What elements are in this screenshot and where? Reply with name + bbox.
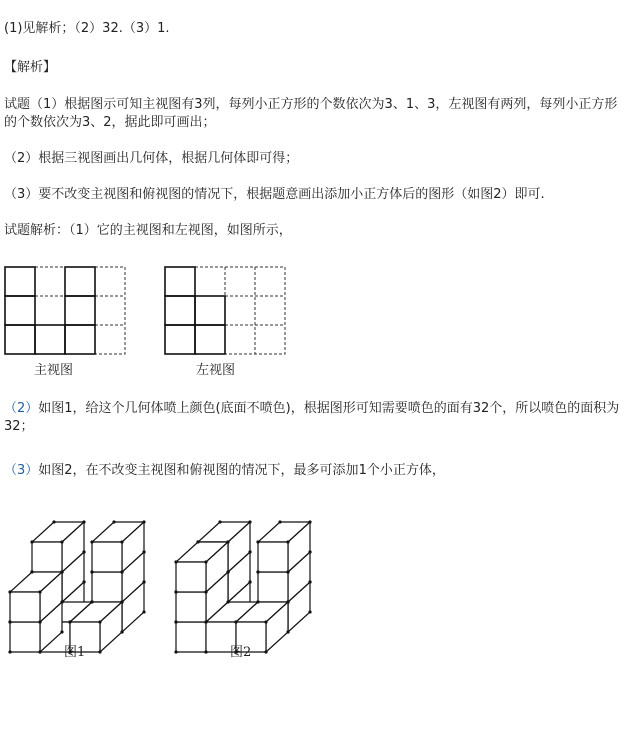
part2-number: （2） — [4, 401, 39, 416]
cube-vertex — [226, 570, 229, 573]
cube-vertex — [8, 650, 11, 653]
cube-vertex — [98, 650, 101, 653]
front-view-caption: 主视图 — [34, 363, 74, 378]
cube-vertex — [256, 570, 259, 573]
cube-vertex — [30, 570, 33, 573]
cube-vertex — [142, 550, 145, 553]
cube-vertex — [226, 540, 229, 543]
cube-vertex — [90, 600, 93, 603]
answer-line: (1)见解析；（2）32.（3）1. — [4, 21, 170, 36]
cube-vertex — [60, 540, 63, 543]
part2-faces-value: 32 — [472, 401, 490, 416]
cube-vertex — [308, 580, 311, 583]
cube-front-face — [92, 572, 122, 602]
cube-vertex — [112, 520, 115, 523]
cube-vertex — [204, 650, 207, 653]
cube-vertex — [142, 580, 145, 583]
figure1-caption: 图1 — [64, 645, 86, 660]
cube-front-face — [258, 542, 288, 572]
analysis-paragraph-2: （2）根据三视图画出几何体，根据几何体即可得； — [4, 151, 299, 166]
cube-front-face — [176, 622, 206, 652]
part2-area-value: 32 — [4, 419, 21, 434]
solution-intro: 试题解析：（1）它的主视图和左视图，如图所示， — [4, 223, 292, 238]
cube-vertex — [286, 540, 289, 543]
cube-vertex — [142, 610, 145, 613]
cube-vertex — [60, 600, 63, 603]
cube-vertex — [248, 520, 251, 523]
cube-vertex — [8, 590, 11, 593]
cube-vertex — [308, 520, 311, 523]
part3-number: （3） — [4, 463, 39, 478]
analysis-paragraph-3: （3）要不改变主视图和俯视图的情况下，根据题意画出添加小正方体后的图形（如图2）即可. — [4, 187, 545, 202]
cube-vertex — [278, 520, 281, 523]
cube-vertex — [120, 630, 123, 633]
cube-vertex — [196, 540, 199, 543]
cube-vertex — [174, 650, 177, 653]
cube-vertex — [204, 590, 207, 593]
cube-vertex — [174, 560, 177, 563]
cube-vertex — [38, 650, 41, 653]
cube-vertex — [82, 520, 85, 523]
cube-vertex — [38, 590, 41, 593]
cube-vertex — [98, 620, 101, 623]
cube-vertex — [308, 550, 311, 553]
cube-vertex — [264, 620, 267, 623]
cube-front-face — [258, 572, 288, 602]
cube-vertex — [8, 620, 11, 623]
cube-front-face — [32, 542, 62, 572]
part3-text-b: 个小正方体， — [366, 463, 445, 478]
cube-vertex — [256, 600, 259, 603]
cube-vertex — [82, 550, 85, 553]
cube-vertex — [204, 560, 207, 563]
cube-vertex — [120, 600, 123, 603]
cube-vertex — [120, 570, 123, 573]
cube-vertex — [204, 620, 207, 623]
cube-vertex — [248, 550, 251, 553]
cube-vertex — [174, 620, 177, 623]
cube-vertex — [30, 540, 33, 543]
cube-vertex — [308, 610, 311, 613]
cube-vertex — [286, 570, 289, 573]
cube-front-face — [10, 622, 40, 652]
cube-vertex — [226, 600, 229, 603]
cube-vertex — [248, 580, 251, 583]
cube-vertex — [286, 630, 289, 633]
cube-vertex — [38, 620, 41, 623]
part2-text-b: 个，所以喷色的面积为 — [489, 401, 620, 416]
part3-text-a: 如图2，在不改变主视图和俯视图的情况下，最多可添加 — [38, 463, 359, 478]
analysis-paragraph-1: 试题（1）根据图示可知主视图有3列，每列小正方形的个数依次为3、1、3，左视图有两列，每列小正方形的个数依次为3、2，据此即可画出； — [4, 97, 618, 130]
cube-vertex — [90, 540, 93, 543]
cube-vertex — [286, 600, 289, 603]
cube-vertex — [234, 620, 237, 623]
cube-vertex — [52, 520, 55, 523]
analysis-heading: 【解析】 — [4, 60, 57, 75]
cube-vertex — [90, 570, 93, 573]
left-view-caption: 左视图 — [196, 363, 236, 378]
figure2-caption: 图2 — [230, 645, 252, 660]
part3-count-value: 1 — [358, 463, 367, 478]
cube-front-face — [10, 592, 40, 622]
cube-front-face — [176, 562, 206, 592]
cube-vertex — [82, 580, 85, 583]
cube-vertex — [174, 590, 177, 593]
cube-vertex — [142, 520, 145, 523]
cube-front-face — [176, 592, 206, 622]
cube-vertex — [218, 520, 221, 523]
cube-vertex — [256, 540, 259, 543]
cube-vertex — [60, 570, 63, 573]
part2-text-a: 如图1，给这个几何体喷上颜色(底面不喷色)，根据图形可知需要喷色的面有 — [38, 401, 473, 416]
part2-text-c: ； — [20, 419, 34, 434]
cube-vertex — [68, 620, 71, 623]
cube-vertex — [264, 650, 267, 653]
cube-vertex — [120, 540, 123, 543]
cube-front-face — [92, 542, 122, 572]
cube-vertex — [60, 630, 63, 633]
